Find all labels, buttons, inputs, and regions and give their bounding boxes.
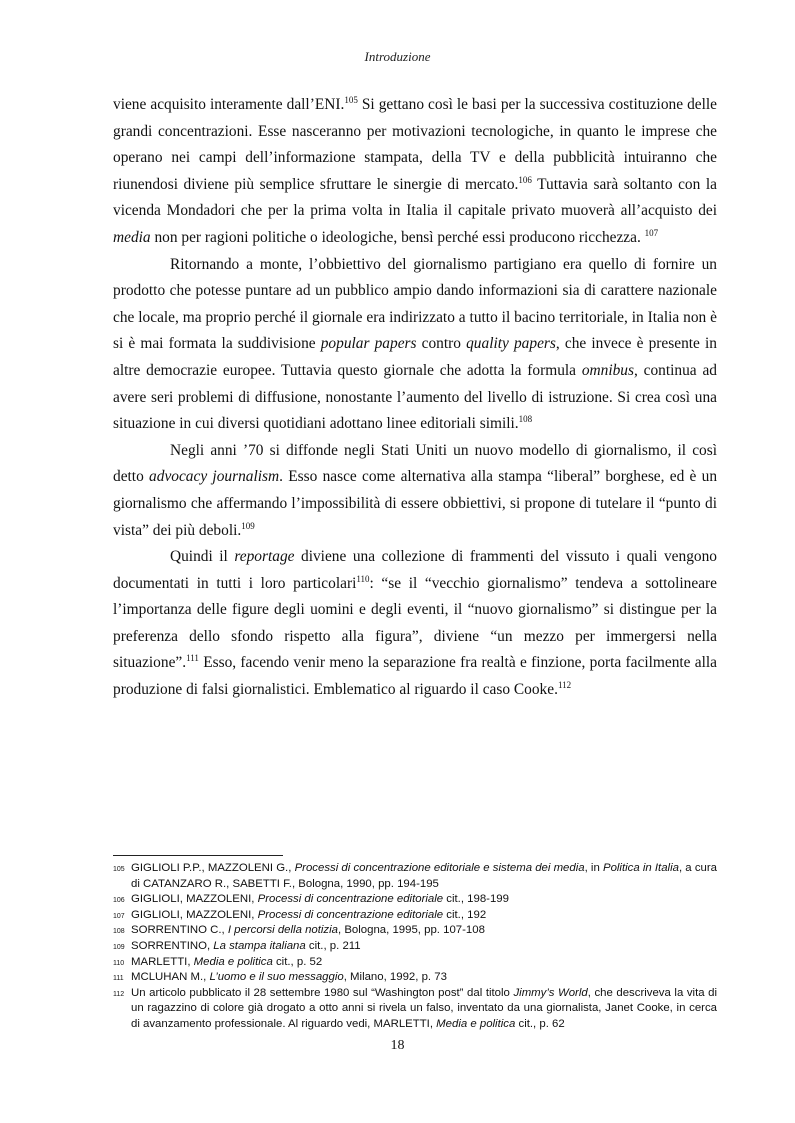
text-run: , Milano, 1992, p. 73: [343, 971, 447, 984]
text-run: GIGLIOLI, MAZZOLENI,: [131, 908, 258, 921]
text-run: cit., p. 211: [305, 939, 361, 952]
paragraph-2: [113, 252, 717, 438]
italic-title: Processi di concentrazione editoriale: [257, 893, 444, 906]
text-run: Esso, facendo venir meno la separazione fra realtà e finzione, porta facilmente alla produzione di falsi giornalistici. Emblematico al riguardo il caso Cooke.: [113, 654, 717, 699]
footnote-number: 106: [113, 897, 125, 905]
footnote-ref-110[interactable]: 110: [356, 573, 370, 584]
text-run: Tuttavia sarà soltanto con la vicenda Mondadori che per la prima volta in Italia il capitale privato muoverà all’acquisto dei: [113, 175, 717, 220]
text-run: . Esso nasce come alternativa alla stampa “liberal” borghese, ed è un giornalismo che affermando l’impossibilità di essere obbiettivi, si propone di tutelare il “punto di vista” dei più deboli.: [113, 468, 718, 539]
text-run: MCLUHAN M.,: [131, 971, 210, 984]
italic-title: L’uomo e il suo messaggio: [209, 971, 344, 984]
text-run: cit., p. 62: [515, 1017, 565, 1030]
footnote-divider: [113, 855, 283, 856]
text-run: cit., 192: [443, 908, 487, 921]
text-run: diviene una collezione di frammenti del vissuto i quali vengono documentati in tutti i loro particolari: [113, 548, 717, 592]
text-run: viene acquisito interamente dall’ENI.: [113, 96, 345, 113]
text-run: , Bologna, 1995, pp. 107-108: [338, 924, 485, 937]
italic-term: omnibus: [581, 361, 634, 379]
text-run: : “se il “vecchio giornalismo” tendeva a sottolineare l’importanza delle figure degli uomini e degli eventi, il “nuovo giornalismo” si distingue per la preferenza dello sfondo rispetto alla figura”, diviene “un mezzo per immergersi nella situazione”.: [113, 574, 717, 672]
italic-term: media: [113, 228, 151, 246]
footnote-number: 110: [113, 959, 125, 967]
footnote-number: 112: [113, 990, 125, 998]
text-run: contro: [416, 335, 467, 353]
page-number: 18: [390, 1038, 405, 1053]
italic-title: Media e politica: [193, 955, 273, 968]
text-run: , che descriveva la vita di un ragazzino di colore già drogato a otto anni si rivela un falso, inventato da una giornalista, Janet Cooke, in cerca di avanzamento professionale. Al riguardo vedi, MARLETTI,: [131, 986, 718, 1030]
italic-title: Processi di concentrazione editoriale: [257, 908, 444, 921]
text-run: SORRENTINO,: [131, 939, 214, 952]
text-run: Quindi il: [170, 548, 235, 566]
text-run: MARLETTI,: [131, 955, 194, 968]
text-run: , che invece è presente in altre democrazie europee. Tuttavia questo giornale che adotta la formula: [113, 335, 717, 379]
text-run: GIGLIOLI P.P., MAZZOLENI G.,: [131, 862, 295, 874]
text-run: cit., 198-199: [443, 893, 509, 906]
footnote-number: 108: [113, 928, 125, 936]
italic-title: Politica in Italia: [602, 862, 679, 874]
text-run: Negli anni ’70 si diffonde negli Stati Uniti un nuovo modello di giornalismo, il così detto: [113, 441, 717, 486]
italic-title: Media e politica: [436, 1017, 516, 1030]
text-run: non per ragioni politiche o ideologiche, bensì perché essi producono ricchezza.: [150, 228, 645, 246]
italic-title: I percorsi della notizia: [227, 924, 338, 937]
footnote-112: [113, 986, 717, 1033]
paragraph-4: [113, 544, 717, 704]
italic-term: quality papers: [466, 335, 556, 353]
text-run: GIGLIOLI, MAZZOLENI,: [131, 893, 258, 906]
text-run: Si gettano così le basi per la successiva costituzione delle grandi concentrazioni. Esse nasceranno per motivazioni tecnologiche, in quanto le imprese che operano nei campi dell’informazione stampata, della TV e della pubblicità intuiranno che riunendosi diviene più semplice sfruttare le sinergie di mercato.: [113, 96, 717, 193]
footnote-ref-109[interactable]: 109: [241, 520, 255, 531]
italic-title: Jimmy’s World: [513, 986, 588, 999]
footnote-number: 107: [113, 912, 125, 920]
footnote-108: [113, 923, 717, 939]
footnote-106: [113, 892, 717, 908]
footnote-109: [113, 939, 717, 955]
footnotes: [113, 861, 717, 1033]
footnote-111: [113, 970, 717, 986]
paragraph-1: [113, 92, 717, 252]
italic-term: reportage: [234, 548, 295, 566]
footnote-ref-106[interactable]: 106: [518, 174, 532, 185]
text-run: , a cura di CATANZARO R., SABETTI F., Bologna, 1990, pp. 194-195: [131, 862, 717, 890]
text-run: , in: [584, 862, 603, 874]
footnote-ref-108[interactable]: 108: [518, 414, 533, 424]
footnote-105: [113, 861, 717, 892]
footnote-ref-112[interactable]: 112: [557, 679, 572, 690]
footnote-ref-107[interactable]: 107: [644, 227, 659, 238]
footnote-ref-111[interactable]: 111: [186, 653, 199, 664]
running-header: Introduzione: [364, 49, 431, 64]
italic-title: Processi di concentrazione editoriale e sistema dei media: [294, 862, 585, 874]
text-run: , continua ad avere seri problemi di diffusione, nonostante l’aumento del livello di istruzione. Si crea così una situazione in cui diversi quotidiani adottano linee editoriali simili.: [113, 361, 717, 433]
text-run: cit., p. 52: [272, 955, 323, 968]
footnote-number: 111: [113, 975, 124, 983]
text-run: SORRENTINO C.,: [131, 924, 228, 937]
footnote-110: [113, 955, 717, 971]
footnote-ref-105[interactable]: 105: [344, 94, 358, 105]
italic-title: La stampa italiana: [213, 939, 306, 952]
footnote-107: [113, 908, 717, 924]
body-text: [113, 92, 717, 704]
paragraph-3: [113, 438, 717, 544]
italic-term: advocacy journalism: [149, 468, 280, 486]
text-run: Un articolo pubblicato il 28 settembre 1980 sul “Washington post” dal titolo: [131, 986, 514, 999]
footnote-number: 109: [113, 943, 125, 951]
footnote-number: 105: [113, 866, 125, 873]
text-run: Ritornando a monte, l’obbiettivo del giornalismo partigiano era quello di fornire un prodotto che potesse puntare ad un pubblico ampio dando informazioni sia di carattere nazionale che locale, ma proprio perché il giornale era indirizzato a tutto il bacino territoriale, in Italia non è si è mai formata la suddivisione: [113, 255, 717, 353]
italic-term: popular papers: [320, 335, 417, 353]
